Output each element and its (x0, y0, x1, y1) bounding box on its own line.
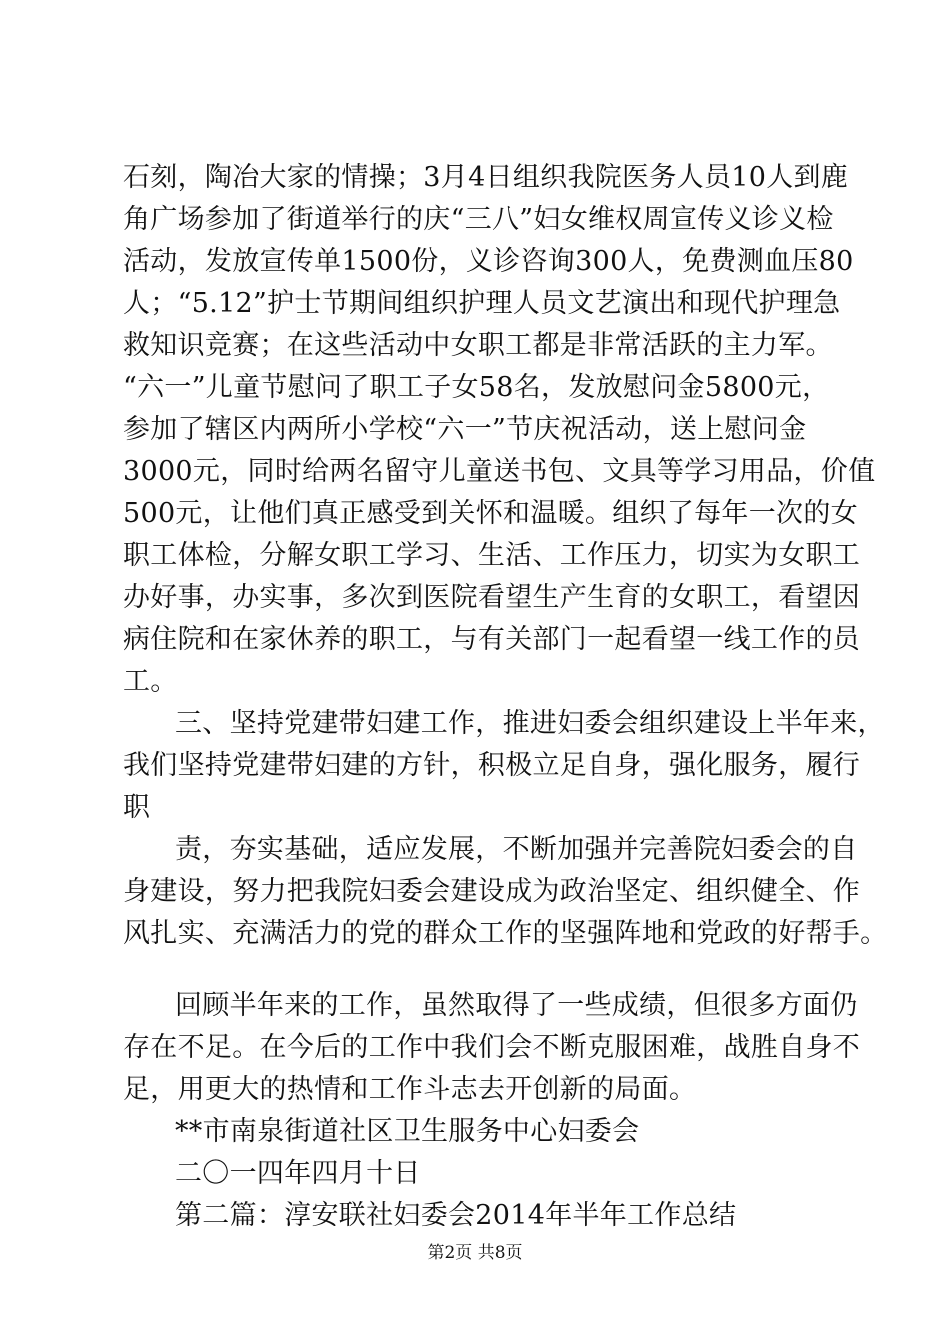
text-line: 3000元，同时给两名留守儿童送书包、文具等学习用品，价值 (123, 456, 876, 487)
text-line: 回顾半年来的工作，虽然取得了一些成绩，但很多方面仍 (175, 990, 858, 1021)
text-line: 职工体检，分解女职工学习、生活、工作压力，切实为女职工 (123, 540, 861, 571)
text-line: 风扎实、充满活力的党的群众工作的坚强阵地和党政的好帮手。 (123, 918, 888, 949)
text-line: 工。 (123, 666, 178, 697)
text-line: 救知识竞赛；在这些活动中女职工都是非常活跃的主力军。 (123, 330, 833, 361)
text-line: 办好事，办实事，多次到医院看望生产生育的女职工，看望因 (123, 582, 861, 613)
text-line: 角广场参加了街道举行的庆“三八”妇女维权周宣传义诊义检 (123, 204, 834, 235)
page-footer: 第2页 共8页 (427, 1243, 523, 1263)
text-line: 足，用更大的热情和工作斗志去开创新的局面。 (123, 1074, 697, 1105)
text-line: 人；“5.12”护士节期间组织护理人员文艺演出和现代护理急 (123, 288, 841, 319)
text-line: 身建设，努力把我院妇委会建设成为政治坚定、组织健全、作 (123, 876, 861, 907)
text-line: 500元，让他们真正感受到关怀和温暖。组织了每年一次的女 (123, 498, 858, 529)
text-line: 参加了辖区内两所小学校“六一”节庆祝活动，送上慰问金 (123, 414, 807, 445)
text-line: 职 (123, 792, 151, 823)
text-line: 责，夯实基础，适应发展，不断加强并完善院妇委会的自 (175, 834, 858, 865)
text-line: 我们坚持党建带妇建的方针，积极立足自身，强化服务，履行 (123, 750, 861, 781)
chapter-title: 第二篇：淳安联社妇委会2014年半年工作总结 (175, 1200, 737, 1231)
text-line: 石刻，陶冶大家的情操；3月4日组织我院医务人员10人到鹿 (123, 162, 849, 193)
text-line: 活动，发放宣传单1500份，义诊咨询300人，免费测血压80 (123, 246, 854, 277)
text-line: 存在不足。在今后的工作中我们会不断克服困难，战胜自身不 (123, 1032, 861, 1063)
text-line: 病住院和在家休养的职工，与有关部门一起看望一线工作的员 (123, 624, 861, 655)
section-heading: 三、坚持党建带妇建工作，推进妇委会组织建设上半年来， (175, 708, 885, 739)
text-line: “六一”儿童节慰问了职工子女58名，发放慰问金5800元， (123, 372, 830, 403)
signature-date: 二〇一四年四月十日 (175, 1158, 421, 1189)
signature-org: **市南泉街道社区卫生服务中心妇委会 (175, 1116, 640, 1147)
